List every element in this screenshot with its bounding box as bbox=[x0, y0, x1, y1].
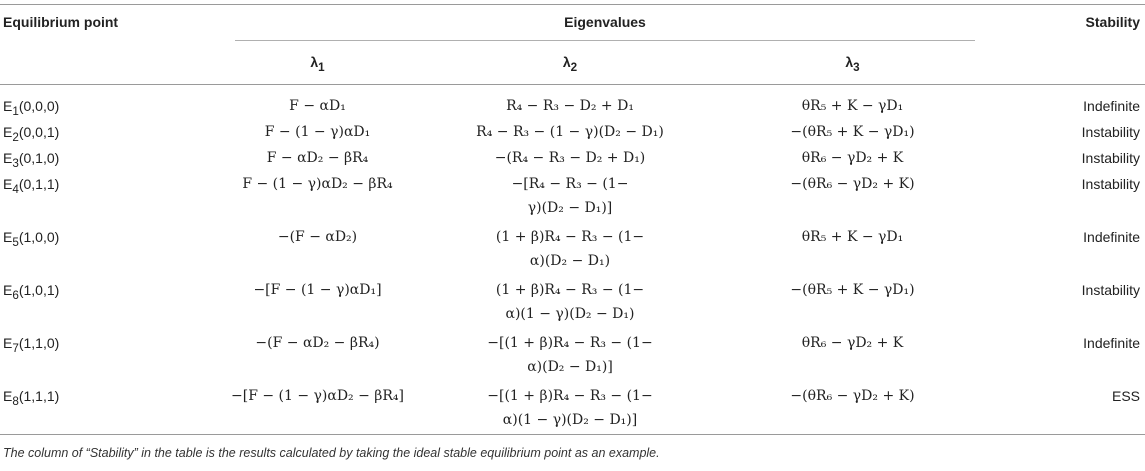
equilibrium-point-cell: $E_8(1,1,1)$ bbox=[3, 388, 60, 408]
equilibrium-point-cell: $E_6(1,0,1)$ bbox=[3, 282, 60, 302]
lambda-2-cell: (1 + β)R₄ − R₃ − (1− α)(D₂ − D₁) bbox=[495, 229, 645, 269]
lambda-3-cell: −(θR₆ − γD₂ + K) bbox=[790, 176, 915, 192]
stability-cell: Instability bbox=[1081, 282, 1140, 298]
lambda-2-cell: −[R₄ − R₃ − (1− γ)(D₂ − D₁)] bbox=[511, 176, 629, 216]
header-equilibrium-point: Equilibrium point bbox=[3, 14, 119, 30]
lambda-1-cell: F − (1 − γ)αD₁ bbox=[264, 124, 371, 140]
header-lambda-3: $\lambda_3$ bbox=[845, 54, 860, 74]
lambda-3-cell: −(θR₅ + K − γD₁) bbox=[790, 124, 915, 140]
lambda-3-cell: θR₆ − γD₂ + K bbox=[801, 150, 904, 166]
lambda-3-cell: θR₆ − γD₂ + K bbox=[801, 335, 904, 351]
lambda-1-cell: F − (1 − γ)αD₂ − βR₄ bbox=[242, 176, 393, 192]
stability-cell: Indefinite bbox=[1083, 98, 1140, 114]
equilibrium-point-cell: $E_7(1,1,0)$ bbox=[3, 335, 60, 355]
equilibrium-point-cell: $E_1(0,0,0)$ bbox=[3, 98, 60, 118]
header-eigenvalues: Eigenvalues bbox=[564, 14, 646, 30]
lambda-2-cell: R₄ − R₃ − (1 − γ)(D₂ − D₁) bbox=[476, 124, 664, 140]
equilibrium-point-cell: $E_4(0,1,1)$ bbox=[3, 176, 60, 196]
lambda-1-cell: F − αD₁ bbox=[289, 98, 346, 114]
top-rule bbox=[0, 4, 1145, 5]
header-bottom-rule bbox=[0, 84, 1145, 85]
stability-cell: ESS bbox=[1111, 388, 1140, 404]
equilibrium-point-cell: $E_2(0,0,1)$ bbox=[3, 124, 60, 144]
header-stability: Stability bbox=[1085, 14, 1140, 30]
lambda-1-cell: −(F − αD₂ − βR₄) bbox=[255, 335, 380, 351]
table-footnote: The column of “Stability” in the table is the results calculated by taking the ideal stable equilibrium point as an example. bbox=[3, 446, 660, 460]
lambda-2-cell: (1 + β)R₄ − R₃ − (1− α)(1 − γ)(D₂ − D₁) bbox=[495, 282, 645, 322]
lambda-2-cell: R₄ − R₃ − D₂ + D₁ bbox=[506, 98, 634, 114]
header-lambda-1: $\lambda_1$ bbox=[310, 54, 325, 74]
lambda-1-cell: −[F − (1 − γ)αD₁] bbox=[253, 282, 382, 298]
stability-cell: Indefinite bbox=[1083, 229, 1140, 245]
lambda-2-cell: −[(1 + β)R₄ − R₃ − (1− α)(D₂ − D₁)] bbox=[487, 335, 653, 375]
lambda-3-cell: −(θR₆ − γD₂ + K) bbox=[790, 388, 915, 404]
lambda-1-cell: −(F − αD₂) bbox=[277, 229, 358, 245]
lambda-2-cell: −(R₄ − R₃ − D₂ + D₁) bbox=[494, 150, 646, 166]
bottom-rule bbox=[0, 434, 1145, 435]
lambda-1-cell: −[F − (1 − γ)αD₂ − βR₄] bbox=[231, 388, 404, 404]
stability-cell: Instability bbox=[1081, 124, 1140, 140]
header-lambda-2: $\lambda_2$ bbox=[562, 54, 578, 74]
lambda-3-cell: −(θR₅ + K − γD₁) bbox=[790, 282, 915, 298]
lambda-2-cell: −[(1 + β)R₄ − R₃ − (1− α)(1 − γ)(D₂ − D₁)] bbox=[487, 388, 653, 428]
stability-cell: Indefinite bbox=[1083, 335, 1140, 351]
lambda-1-cell: F − αD₂ − βR₄ bbox=[266, 150, 369, 166]
stability-cell: Instability bbox=[1081, 176, 1140, 192]
equilibrium-point-cell: $E_5(1,0,0)$ bbox=[3, 229, 60, 249]
equilibrium-point-cell: $E_3(0,1,0)$ bbox=[3, 150, 60, 170]
eigenvalues-span-rule bbox=[235, 40, 975, 41]
lambda-3-cell: θR₅ + K − γD₁ bbox=[801, 98, 904, 114]
lambda-3-cell: θR₅ + K − γD₁ bbox=[801, 229, 904, 245]
stability-cell: Instability bbox=[1081, 150, 1140, 166]
